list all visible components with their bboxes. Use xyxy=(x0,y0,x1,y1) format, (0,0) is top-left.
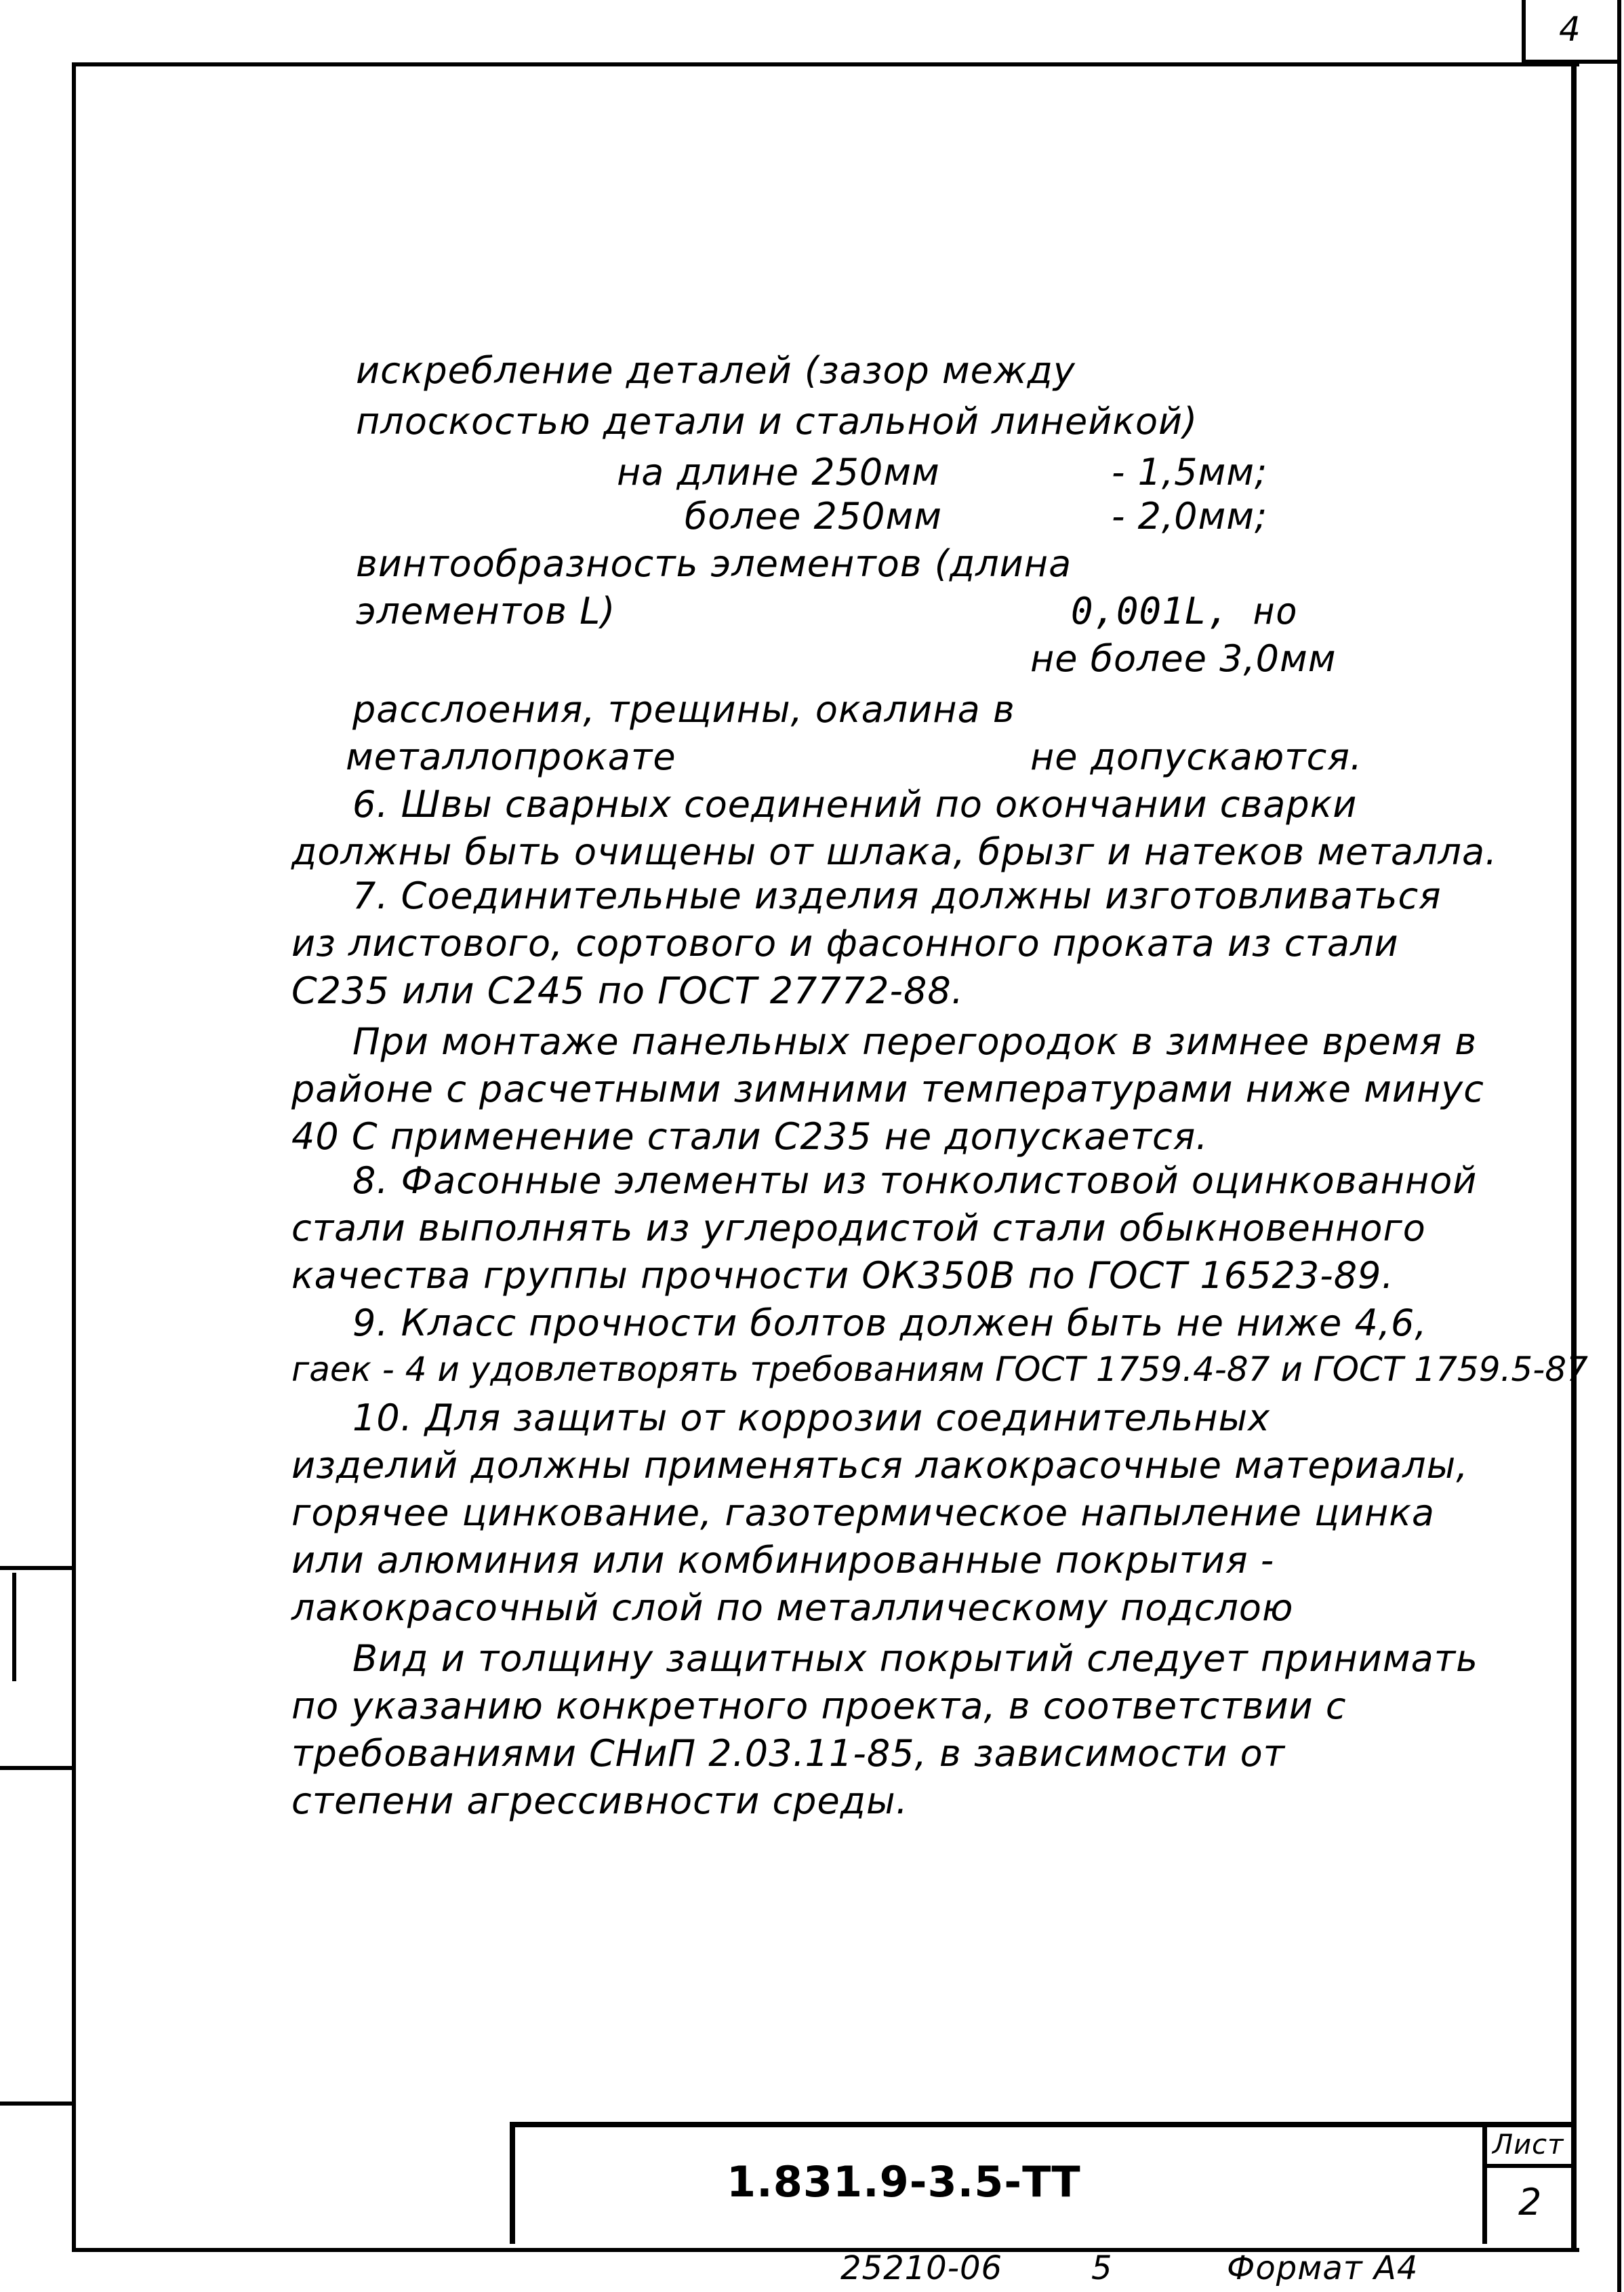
body-line: лакокрасочный слой по металлическому подслою xyxy=(291,1586,1294,1629)
body-line: 8. Фасонные элементы из тонколистовой оцинкованной xyxy=(352,1159,1478,1202)
top-corner-box-bottom xyxy=(1522,60,1620,64)
body-line: При монтаже панельных перегородок в зимнее время в xyxy=(352,1020,1478,1063)
copy-number: 5 xyxy=(1091,2249,1113,2287)
left-stamp-line-2 xyxy=(0,1766,75,1770)
format-label: Формат А4 xyxy=(1227,2249,1419,2287)
body-line: винтообразность элементов (длина xyxy=(356,542,1072,585)
body-line: 6. Швы сварных соединений по окончании сварки xyxy=(352,783,1358,826)
left-margin-tick xyxy=(12,1573,16,1681)
title-block-left-border xyxy=(510,2122,515,2244)
sheet-cell-row-divider xyxy=(1482,2164,1575,2168)
right-border-line xyxy=(1571,62,1577,2248)
body-line: элементов L) xyxy=(356,590,616,632)
body-line: изделий должны применяться лакокрасочные материалы, xyxy=(291,1444,1469,1487)
body-line: плоскостью детали и стальной линейкой) xyxy=(356,400,1198,443)
body-line: районе с расчетными зимними температурами ниже минус xyxy=(291,1068,1484,1110)
sheet-cell-divider xyxy=(1482,2122,1487,2244)
body-line: горячее цинкование, газотермическое напыление цинка xyxy=(291,1491,1435,1534)
body-line: - 1,5мм; xyxy=(1112,451,1268,494)
sheet-label: Лист xyxy=(1493,2129,1564,2160)
body-line: на длине 250мм xyxy=(617,451,940,494)
body-line: не более 3,0мм xyxy=(1030,637,1337,680)
body-line: искребление деталей (зазор между xyxy=(356,349,1076,392)
body-line: 0,001L, но xyxy=(1071,590,1299,632)
body-line: или алюминия или комбинированные покрытия - xyxy=(291,1539,1275,1582)
left-stamp-line-1 xyxy=(0,1566,75,1570)
body-line: гаек - 4 и удовлетворять требованиям ГОСТ 1759.4-87 и ГОСТ 1759.5-87 xyxy=(291,1350,1588,1389)
body-line: стали выполнять из углеродистой стали обыкновенного xyxy=(291,1207,1426,1249)
body-line: более 250мм xyxy=(685,495,943,538)
body-line: по указанию конкретного проекта, в соответствии с xyxy=(291,1685,1347,1727)
title-block-top-border xyxy=(510,2122,1575,2127)
body-line: металлопрокате xyxy=(346,736,676,778)
left-stamp-line-3 xyxy=(0,2102,75,2106)
body-line: из листового, сортового и фасонного проката из стали xyxy=(291,922,1399,965)
body-line: качества группы прочности ОК350В по ГОСТ 16523-89. xyxy=(291,1254,1394,1297)
sheet-number: 2 xyxy=(1518,2181,1543,2224)
body-line: должны быть очищены от шлака, брызг и натеков металла. xyxy=(291,830,1498,873)
body-line: степени агрессивности среды. xyxy=(291,1780,908,1822)
right-edge-line xyxy=(1617,0,1621,2292)
body-line: 40 С применение стали С235 не допускается. xyxy=(291,1115,1209,1158)
body-line: - 2,0мм; xyxy=(1112,495,1268,538)
title-block xyxy=(510,2122,1575,2244)
body-line: расслоения, трещины, окалина в xyxy=(352,688,1015,731)
top-corner-box-left xyxy=(1522,0,1526,62)
corner-page-number: 4 xyxy=(1559,9,1581,49)
body-line: С235 или С245 по ГОСТ 27772-88. xyxy=(291,969,964,1012)
document-code: 1.831.9-3.5-ТТ xyxy=(727,2157,1081,2207)
body-line: 10. Для защиты от коррозии соединительных xyxy=(352,1396,1271,1439)
body-line: не допускаются. xyxy=(1030,736,1362,778)
body-line: требованиями СНиП 2.03.11-85, в зависимости от xyxy=(291,1732,1286,1775)
body-line: Вид и толщину защитных покрытий следует принимать xyxy=(352,1637,1479,1680)
inventory-number: 25210-06 xyxy=(840,2249,1003,2287)
body-line: 9. Класс прочности болтов должен быть не ниже 4,6, xyxy=(352,1302,1427,1344)
body-line: 7. Соединительные изделия должны изготовливаться xyxy=(352,874,1442,917)
